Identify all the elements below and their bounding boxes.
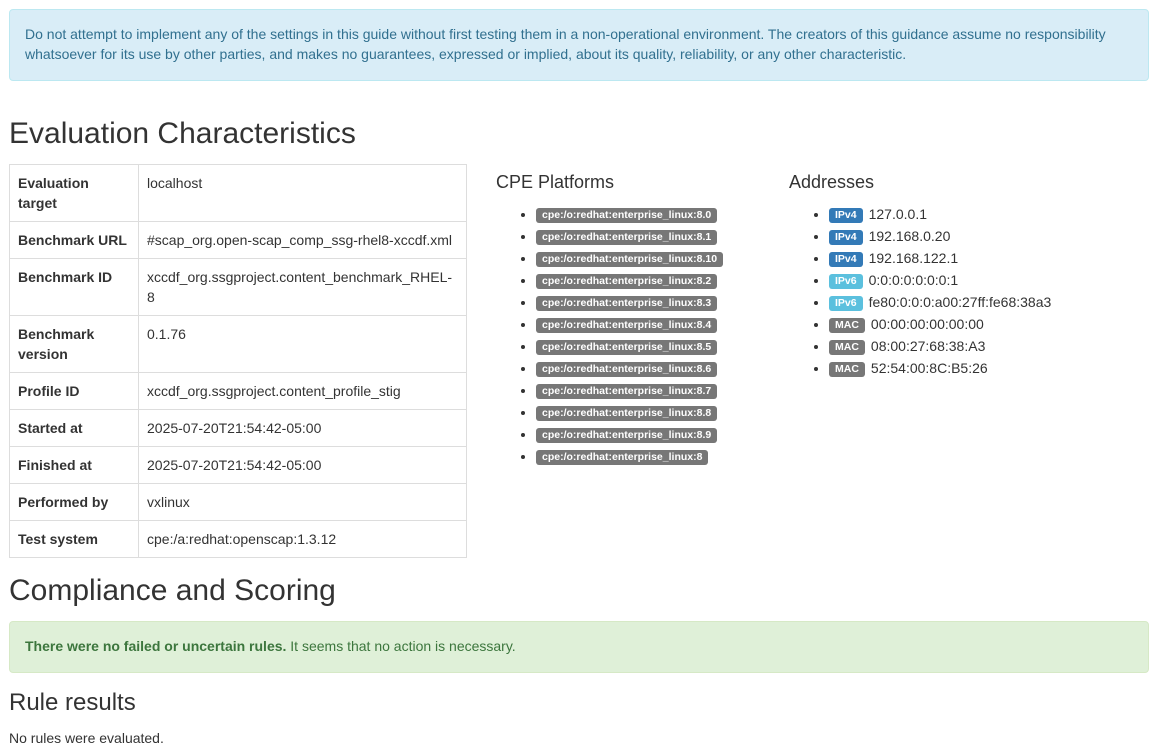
evaluation-row [10,259,467,316]
cpe-label: cpe:/o:redhat:enterprise_linux:8.6 [536,362,717,377]
evaluation-key: Test system [10,521,139,558]
address-item [829,335,1149,357]
evaluation-row [10,410,467,447]
addresses-list [789,203,1149,379]
cpe-item [536,423,756,445]
evaluation-key: Benchmark version [10,316,139,373]
evaluation-row [10,521,467,558]
cpe-item [536,401,756,423]
address-type-badge: MAC [829,362,865,377]
evaluation-value: xccdf_org.ssgproject.content_profile_stig [139,373,467,410]
report-page [9,9,1149,746]
compliance-bold-text: There were no failed or uncertain rules. [25,638,287,654]
cpe-label: cpe:/o:redhat:enterprise_linux:8.4 [536,318,717,333]
cpe-item [536,379,756,401]
evaluation-value: cpe:/a:redhat:openscap:1.3.12 [139,521,467,558]
cpe-platforms-section [496,171,756,467]
address-type-badge: IPv6 [829,296,863,311]
evaluation-key: Profile ID [10,373,139,410]
rule-results-heading: Rule results [9,689,136,716]
cpe-item [536,203,756,225]
evaluation-value: xccdf_org.ssgproject.content_benchmark_RHEL-8 [139,259,467,316]
address-item [829,291,1149,313]
cpe-item [536,445,756,467]
cpe-item [536,225,756,247]
evaluation-row [10,165,467,222]
address-item [829,269,1149,291]
evaluation-key: Finished at [10,447,139,484]
evaluation-row [10,447,467,484]
address-type-badge: IPv4 [829,230,863,245]
address-value: fe80:0:0:0:a00:27ff:fe68:38a3 [868,294,1052,310]
address-value: 192.168.0.20 [868,228,951,244]
evaluation-key: Benchmark URL [10,222,139,259]
address-value: 52:54:00:8C:B5:26 [870,360,988,376]
cpe-item [536,313,756,335]
cpe-item [536,357,756,379]
disclaimer-text: Do not attempt to implement any of the settings in this guide without first testing them in a non-operational environment. The creators of this guidance assume no responsibility whatsoever for its use by other parties, and makes no guarantees, expressed or implied, about its quality, reliability, or any other characteristic. [25,26,1106,62]
evaluation-table [9,164,467,558]
address-type-badge: IPv4 [829,252,863,267]
evaluation-value: #scap_org.open-scap_comp_ssg-rhel8-xccdf.xml [139,222,467,259]
evaluation-value: localhost [139,165,467,222]
address-item [829,225,1149,247]
evaluation-heading: Evaluation Characteristics [9,117,356,150]
cpe-item [536,269,756,291]
address-value: 127.0.0.1 [868,206,927,222]
address-type-badge: IPv6 [829,274,863,289]
address-item [829,357,1149,379]
cpe-label: cpe:/o:redhat:enterprise_linux:8.1 [536,230,717,245]
cpe-label: cpe:/o:redhat:enterprise_linux:8.10 [536,252,723,267]
compliance-heading: Compliance and Scoring [9,574,336,607]
address-value: 08:00:27:68:38:A3 [870,338,986,354]
cpe-label: cpe:/o:redhat:enterprise_linux:8.5 [536,340,717,355]
evaluation-value: 2025-07-20T21:54:42-05:00 [139,410,467,447]
cpe-item [536,247,756,269]
evaluation-row [10,316,467,373]
address-type-badge: IPv4 [829,208,863,223]
compliance-alert [9,621,1149,673]
compliance-text: It seems that no action is necessary. [286,638,516,654]
evaluation-value: 2025-07-20T21:54:42-05:00 [139,447,467,484]
address-value: 0:0:0:0:0:0:0:1 [868,272,959,288]
evaluation-value: 0.1.76 [139,316,467,373]
address-item [829,313,1149,335]
address-type-badge: MAC [829,340,865,355]
evaluation-row [10,373,467,410]
evaluation-value: vxlinux [139,484,467,521]
evaluation-key: Evaluation target [10,165,139,222]
address-item [829,203,1149,225]
cpe-label: cpe:/o:redhat:enterprise_linux:8.9 [536,428,717,443]
cpe-label: cpe:/o:redhat:enterprise_linux:8.2 [536,274,717,289]
evaluation-key: Benchmark ID [10,259,139,316]
cpe-label: cpe:/o:redhat:enterprise_linux:8.3 [536,296,717,311]
cpe-label: cpe:/o:redhat:enterprise_linux:8 [536,450,708,465]
cpe-list [496,203,756,467]
cpe-label: cpe:/o:redhat:enterprise_linux:8.0 [536,208,717,223]
addresses-section [789,171,1149,379]
evaluation-key: Performed by [10,484,139,521]
evaluation-row [10,222,467,259]
address-value: 00:00:00:00:00:00 [870,316,984,332]
disclaimer-alert [9,9,1149,81]
evaluation-key: Started at [10,410,139,447]
address-value: 192.168.122.1 [868,250,959,266]
address-item [829,247,1149,269]
cpe-item [536,291,756,313]
cpe-label: cpe:/o:redhat:enterprise_linux:8.8 [536,406,717,421]
cpe-item [536,335,756,357]
addresses-heading: Addresses [789,172,875,192]
evaluation-row [10,484,467,521]
cpe-label: cpe:/o:redhat:enterprise_linux:8.7 [536,384,717,399]
cpe-heading: CPE Platforms [496,172,615,192]
address-type-badge: MAC [829,318,865,333]
rule-results-text: No rules were evaluated. [9,730,164,746]
